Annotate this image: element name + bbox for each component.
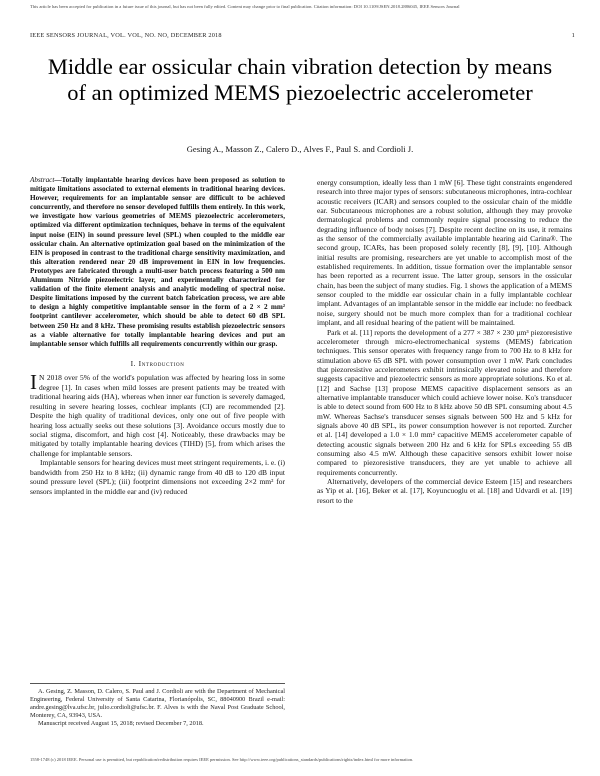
abstract-label: Abstract bbox=[30, 176, 55, 184]
page-number: 1 bbox=[571, 32, 575, 39]
right-column bbox=[317, 178, 572, 505]
intro-paragraph-2: Implantable sensors for hearing devices must meet stringent requirements, i. e. (i) bandwidth from 250 Hz to 8 kHz; (ii) dynamic range from 40 dB to 120 dB input sound pressure level (SPL); (iii) footprint dimensions not exceeding 2×2 mm² for sensors implanted in the middle ear and (iv) reduced bbox=[30, 458, 285, 496]
paper-title: Middle ear ossicular chain vibration detection by means of an optimized MEMS piezoelectric accelerometer bbox=[47, 54, 553, 105]
right-paragraph-3: Alternatively, developers of the commercial device Esteem [15] and researchers as Yip et al. [16], Beker et al. [17], Koyuncuoglu et al. [18] and Udvardi et al. [19] resort to the bbox=[317, 477, 572, 505]
running-head bbox=[30, 32, 575, 39]
journal-info: IEEE SENSORS JOURNAL, VOL. VOL, NO. NO, DECEMBER 2018 bbox=[30, 32, 222, 39]
footnote-affiliations: A. Gesing, Z. Masson, D. Calero, S. Paul and J. Cordioli are with the Department of Mechanical Engineering, Federal University of Santa Catarina, Florianópolis, SC, 88040900 Brazil e-mail: andre.gesing@lva.ufsc.br, julio.cordioli@ufsc.br. F. Alves is with the Naval Post Graduate School, Monterey, CA, 93943, USA. bbox=[30, 688, 285, 719]
section-heading: I. Introduction bbox=[130, 358, 185, 368]
left-column bbox=[30, 176, 285, 496]
author-list: Gesing A., Masson Z., Calero D., Alves F., Paul S. and Cordioli J. bbox=[186, 144, 414, 154]
footnotes bbox=[30, 683, 285, 728]
footnote-received: Manuscript received August 15, 2018; revised December 7, 2018. bbox=[38, 719, 204, 727]
publication-notice: This article has been accepted for publication in a future issue of this journal, but has not been fully edited. Content may change prior to final publication. Citation information: DOI 10.1109/JSEN.2018.2886045, IEEE Sensors Journal bbox=[30, 4, 460, 9]
abstract bbox=[30, 176, 285, 349]
right-paragraph-1: energy consumption, ideally less than 1 mW [6]. These tight constraints engendered research into three major types of sensors: subcutaneous microphones, intra-cochlear acoustic receivers (ICAR) and sensors coupled to the ossicular chain of the middle ear. Subcutaneous microphones are a robust solution, although they may provoke dermatological problems and commonly require signal processing to reduce the degrading influence of body noises [7]. Despite recent decline on its use, it remains as the sensor of the commercially available implantable hearing aid Carina®. The second group, ICARs, has been proposed solely recently [8], [9], [10]. Although initial results are promising, researchers are yet unable to accomplish most of the established requirements. In addition, tissue formation over the implantable sensor has been reported as a recurrent issue. The latter group, sensors in the ossicular chain, has been the subject of many studies. Fig. 1 shows the application of a MEMS sensor coupled to the middle ear ossicular chain in a fully implantable cochlear implant. Advantages of an implantable sensor in the middle ear include: no feedback noise, surgery should not be much more complex than for a traditional cochlear implant, and all residual hearing of the patient will be maintained. bbox=[317, 178, 572, 328]
right-paragraph-2: Park et al. [11] reports the development of a 277 × 387 × 230 µm³ piezoresistive accelerometer through micro-electromechanical systems (MEMS) fabrication techniques. This sensor operates with frequency range from to 700 Hz to 8 kHz for stimulation above 65 dB SPL with power consumption over 1 mW. Park concludes that piezoresistive accelerometers exhibit intrinsically elevated noise and therefore suggests capacitive and piezoelectric sensors as more appropriate solutions. Ko et al. [12] and Sachse [13] propose MEMS capacitive displacement sensors as an alternative implantable transducer which could achieve lower noise. Ko's transducer is able to detect sound from 600 Hz to 8 kHz above 50 dB SPL consuming about 4.5 mW. Whereas Sachse's transducer senses signals between 500 Hz and 5 kHz for signals above 40 dB SPL, its power consumption however is not reported. Zurcher et al. [14] developed a 1.0 × 1.0 mm² capacitive MEMS accelerometer capable of detecting acoustic signals between 200 Hz and 6 kHz for SPLs exceeding 55 dB consuming also 4.5 mW. Although these capacitive sensors exhibit lower noise compared to piezoresistive transducers, they are yet unable to achieve all requirements concurrently. bbox=[317, 327, 572, 477]
intro-paragraph-1-text: N 2018 over 5% of the world's population was affected by hearing loss in some degree [1]. In cases when mild losses are present patients may be treated with traditional hearing aids (HA), whereas when inner ear function is severely damaged, resulting in severe hearing losses, cochlear implants (CI) are recommended [2]. Despite the high quality of traditional devices, only one out of five people with hearing loss actually seeks out these solutions [3]. Avoidance occurs mostly due to social stigma, discomfort, and high cost [4]. Noticeably, these drawbacks may be mitigated by totally implantable hearing devices (TIHD) [5], from which arises the challenge for implantable sensors. bbox=[30, 373, 285, 458]
copyright-notice: 1558-1748 (c) 2018 IEEE. Personal use is permitted, but republication/redistribution requires IEEE permission. See http://www.ieee.org/publications_standards/publications/rights/index.html for more information. bbox=[30, 757, 414, 762]
drop-cap: I bbox=[30, 370, 37, 395]
abstract-text: —Totally implantable hearing devices have been proposed as solution to mitigate limitations associated to external elements in traditional hearing devices. However, requirements for an implantable sensor are difficult to be achieved concurrently, and therefore no sensor developed fulfills them entirely. In this work, we investigate how various geometries of MEMS piezoelectric accelerometers, optimized via different optimization techniques, behave in terms of the equivalent input noise (EIN) in sound pressure level (SPL) when coupled to the middle ear ossicular chain. An alternative optimization goal based on the minimization of the EIN is proposed in contrast to the traditional charge sensitivity maximization, and this alteration rendered near 20 dB improvement in EIN in low frequencies. Prototypes are fabricated through a multi-user batch process featuring a 500 nm Aluminum Nitride piezoelectric layer, and experimentally characterized for validation of the finite element analysis and analytic modeling of spectral noise. Despite limitations imposed by the current batch fabrication process, we are able to design a highly competitive implantable sensor in the form of a 2 × 2 mm² footprint cantilever accelerometer, which should be able to detect 60 dB SPL between 250 Hz and 8 kHz. These promising results establish piezoelectric sensors as a viable alternative for totally implantable hearing devices and put an implantable sensor which fulfills all requirements concurrently within our grasp. bbox=[30, 176, 285, 348]
intro-paragraph-1 bbox=[30, 370, 285, 458]
